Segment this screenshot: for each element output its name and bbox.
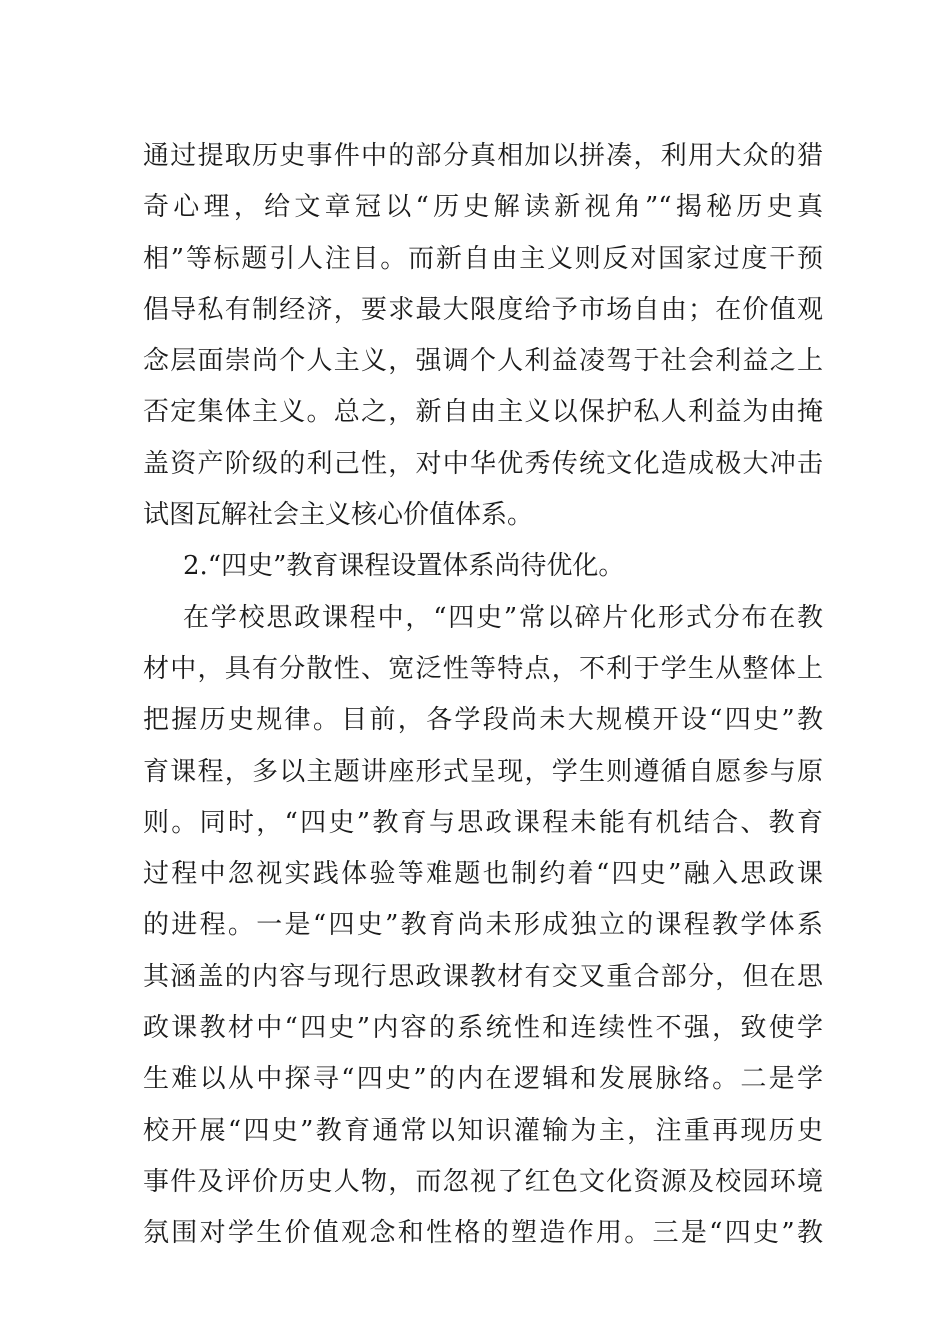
section-heading: 2.“四史”教育课程设置体系尚待优化。 xyxy=(183,551,625,582)
text-line: 其涵盖的内容与现行思政课教材有交叉重合部分，但在思 xyxy=(143,961,823,992)
text-line: 通过提取历史事件中的部分真相加以拼凑，利用大众的猎 xyxy=(143,141,823,171)
text-line: 盖资产阶级的利己性，对中华优秀传统文化造成极大冲击 xyxy=(143,448,823,479)
text-line: 倡导私有制经济，要求最大限度给予市场自由；在价值观 xyxy=(143,294,823,325)
text-line: 过程中忽视实践体验等难题也制约着“四史”融入思政课 xyxy=(143,859,823,890)
text-line: 把握历史规律。目前，各学段尚未大规模开设“四史”教 xyxy=(143,705,823,736)
text-line: 否定集体主义。总之，新自由主义以保护私人利益为由掩 xyxy=(143,397,823,428)
text-line: 念层面崇尚个人主义，强调个人利益凌驾于社会利益之上 xyxy=(143,346,823,377)
text-line: 相”等标题引人注目。而新自由主义则反对国家过度干预 xyxy=(143,243,823,274)
text-line: 试图瓦解社会主义核心价值体系。 xyxy=(143,500,534,531)
text-line: 育课程，多以主题讲座形式呈现，学生则遵循自愿参与原 xyxy=(143,756,823,787)
text-line: 奇心理，给文章冠以“历史解读新视角”“揭秘历史真 xyxy=(143,192,823,223)
text-line: 在学校思政课程中，“四史”常以碎片化形式分布在教 xyxy=(183,602,823,633)
text-line: 氛围对学生价值观念和性格的塑造作用。三是“四史”教 xyxy=(143,1218,823,1249)
text-line: 材中，具有分散性、宽泛性等特点，不利于学生从整体上 xyxy=(143,653,823,684)
text-line: 的进程。一是“四史”教育尚未形成独立的课程教学体系 xyxy=(143,910,823,941)
body-text xyxy=(143,131,823,1260)
text-line: 生难以从中探寻“四史”的内在逻辑和发展脉络。二是学 xyxy=(143,1064,823,1095)
text-line: 政课教材中“四史”内容的系统性和连续性不强，致使学 xyxy=(143,1013,823,1044)
text-line: 事件及评价历史人物，而忽视了红色文化资源及校园环境 xyxy=(143,1166,823,1197)
text-line: 校开展“四史”教育通常以知识灌输为主，注重再现历史 xyxy=(143,1115,823,1146)
text-line: 则。同时，“四史”教育与思政课程未能有机结合、教育 xyxy=(143,807,823,838)
